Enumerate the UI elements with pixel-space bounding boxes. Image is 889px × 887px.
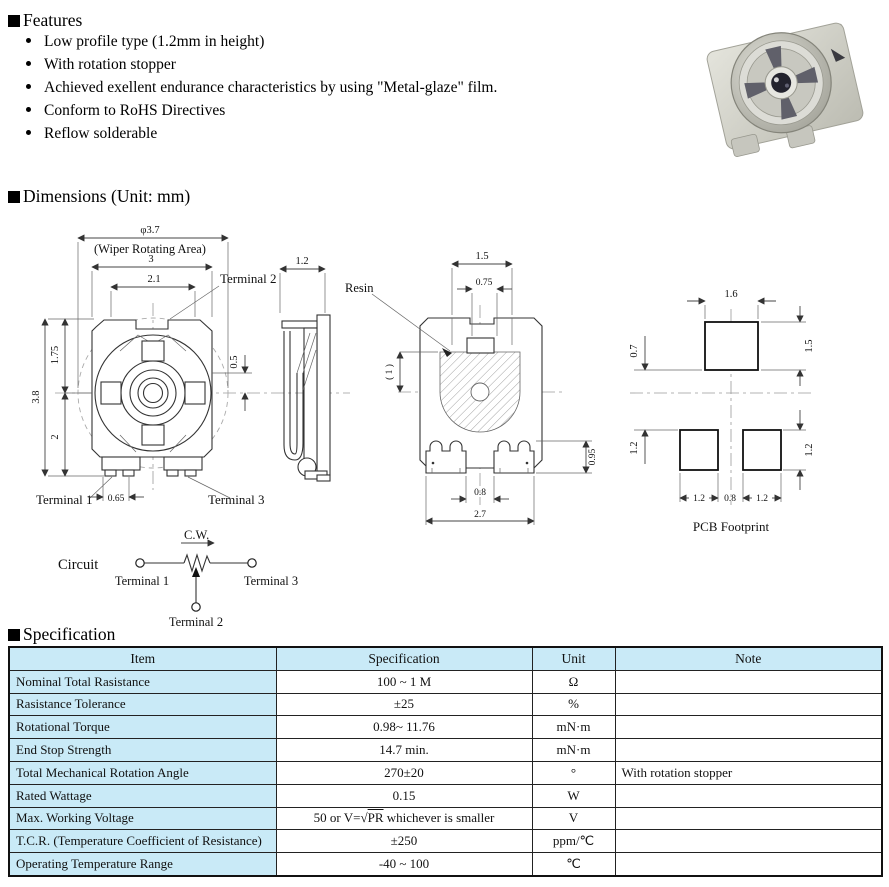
table-row [9,716,882,739]
terminal2-node [192,603,200,611]
pcb-pad-bottom-right [743,430,781,470]
spec-item: Rotational Torque [9,716,276,739]
features-title: Features [23,10,83,30]
spec-item: Nominal Total Rasistance [9,670,276,693]
spec-item: T.C.R. (Temperature Coefficient of Resistance) [9,830,276,853]
resistor-symbol [184,555,210,571]
section-marker-icon [8,15,20,27]
spec-value-radicand: PR [367,810,384,826]
dim-label-pad-bottom-height: 1.2 [804,443,815,457]
pcb-pad-bottom-left [680,430,718,470]
col-header-note: Note [615,647,882,670]
spec-unit: % [532,693,615,716]
circuit-terminal3-label: Terminal 3 [243,574,299,588]
side-view-drawing [280,256,330,481]
spec-note [615,716,882,739]
dim-label-thickness: 1.2 [295,256,309,267]
spec-item: End Stop Strength [9,739,276,762]
spec-unit: ℃ [532,853,615,876]
pcb-footprint-label: PCB Footprint [692,519,770,534]
dim-label-terminal-height: 0.95 [588,448,598,466]
spec-note [615,739,882,762]
spec-note [615,784,882,807]
table-row [9,739,882,762]
spec-unit: ppm/℃ [532,830,615,853]
cw-label: C.W. [184,528,210,542]
dim-label-resin-depth: ( 1 ) [385,364,395,380]
feature-item: Conform to RoHS Directives [26,99,497,122]
spec-item: Operating Temperature Range [9,853,276,876]
circuit-terminal2-label: Terminal 2 [168,615,224,629]
spec-note [615,830,882,853]
col-header-spec: Specification [276,647,532,670]
table-row [9,830,882,853]
feature-item: Low profile type (1.2mm in height) [26,30,497,53]
dim-label-width-outer: 3 [148,254,154,265]
spec-item: Max. Working Voltage [9,807,276,830]
spec-note [615,807,882,830]
spec-item: Rasistance Tolerance [9,693,276,716]
table-header-row [9,647,882,670]
circuit-diagram [58,528,298,629]
terminal3-node [248,559,256,567]
spec-unit: ° [532,761,615,784]
dim-label-terminal-gap: 0.8 [474,488,486,498]
spec-value: 0.98~ 11.76 [276,716,532,739]
bottom-view-drawing [345,251,598,525]
col-header-item: Item [9,647,276,670]
table-row [9,670,882,693]
spec-value: 100 ~ 1 M [276,670,532,693]
spec-unit: W [532,784,615,807]
dim-label-wiper-note: (Wiper Rotating Area) [94,242,206,256]
side-view-body [317,315,330,475]
features-list [26,30,497,145]
spec-note [615,670,882,693]
dim-label-top-width: 1.5 [475,251,489,262]
dim-label-center-offset: 0.5 [229,355,240,369]
spec-value: 14.7 min. [276,739,532,762]
spec-unit: Ω [532,670,615,693]
dim-label-width-inner: 2.1 [147,274,161,285]
dim-label-pad-top-width: 1.6 [724,289,738,300]
terminal2-label: Terminal 2 [220,271,277,286]
features-section-header [8,10,82,31]
table-row [9,693,882,716]
dimensions-title: Dimensions (Unit: mm) [23,186,191,206]
specification-title: Specification [23,624,116,644]
table-row [9,761,882,784]
dim-label-offset-top: 0.7 [629,344,640,358]
dim-label-offset-bottom: 1.2 [629,441,640,455]
circuit-terminal1-label: Terminal 1 [114,574,170,588]
spec-note: With rotation stopper [615,761,882,784]
spec-item: Rated Wattage [9,784,276,807]
resin-label: Resin [345,281,374,295]
pcb-pad-top [705,322,758,370]
spec-value-pre: 50 or V=√ [313,810,368,826]
pcb-footprint-drawing [629,289,815,534]
dim-label-stopper-width: 0.75 [475,278,493,288]
spec-value: ±250 [276,830,532,853]
section-marker-icon [8,191,20,203]
feature-item: Reflow solderable [26,122,497,145]
table-row [9,807,882,830]
spec-note [615,853,882,876]
specification-section-header [8,624,115,645]
terminal1-label: Terminal 1 [36,492,93,507]
section-marker-icon [8,629,20,641]
circuit-label: Circuit [58,557,99,573]
feature-item: With rotation stopper [26,53,497,76]
spec-value: 270±20 [276,761,532,784]
spec-value: -40 ~ 100 [276,853,532,876]
trimmer-potentiometer-photo [705,18,868,158]
spec-unit: mN·m [532,739,615,762]
dim-label-pad-bottom-right-width: 1.2 [756,494,768,504]
dim-label-pad-gap: 0.8 [724,494,736,504]
table-row [9,853,882,876]
stopper-window [467,338,494,353]
spec-unit: mN·m [532,716,615,739]
dim-label-pad-bottom-left-width: 1.2 [693,494,705,504]
dim-label-height-total: 3.8 [31,390,42,404]
dim-label-body-width: 2.7 [474,510,486,520]
spec-value: 0.15 [276,784,532,807]
spec-value-post: whichever is smaller [383,810,495,826]
dim-label-height-lower: 2 [50,434,61,440]
dim-label-terminal-width: 0.65 [107,494,125,504]
spec-unit: V [532,807,615,830]
dim-label-pad-top-height: 1.5 [804,339,815,353]
spec-note [615,693,882,716]
feature-item: Achieved exellent endurance characteristics by using "Metal-glaze" film. [26,76,497,99]
spec-value [276,807,532,830]
dim-label-wiper-dia: φ3.7 [140,225,160,236]
spec-item: Total Mechanical Rotation Angle [9,761,276,784]
col-header-unit: Unit [532,647,615,670]
table-row [9,784,882,807]
dimensions-section-header [8,186,190,207]
terminal3-label: Terminal 3 [208,492,265,507]
terminal1-node [136,559,144,567]
specification-table [8,646,883,877]
dim-label-height-upper: 1.75 [50,345,61,365]
spec-value: ±25 [276,693,532,716]
product-photo [690,8,885,158]
dimension-drawings [0,205,889,640]
